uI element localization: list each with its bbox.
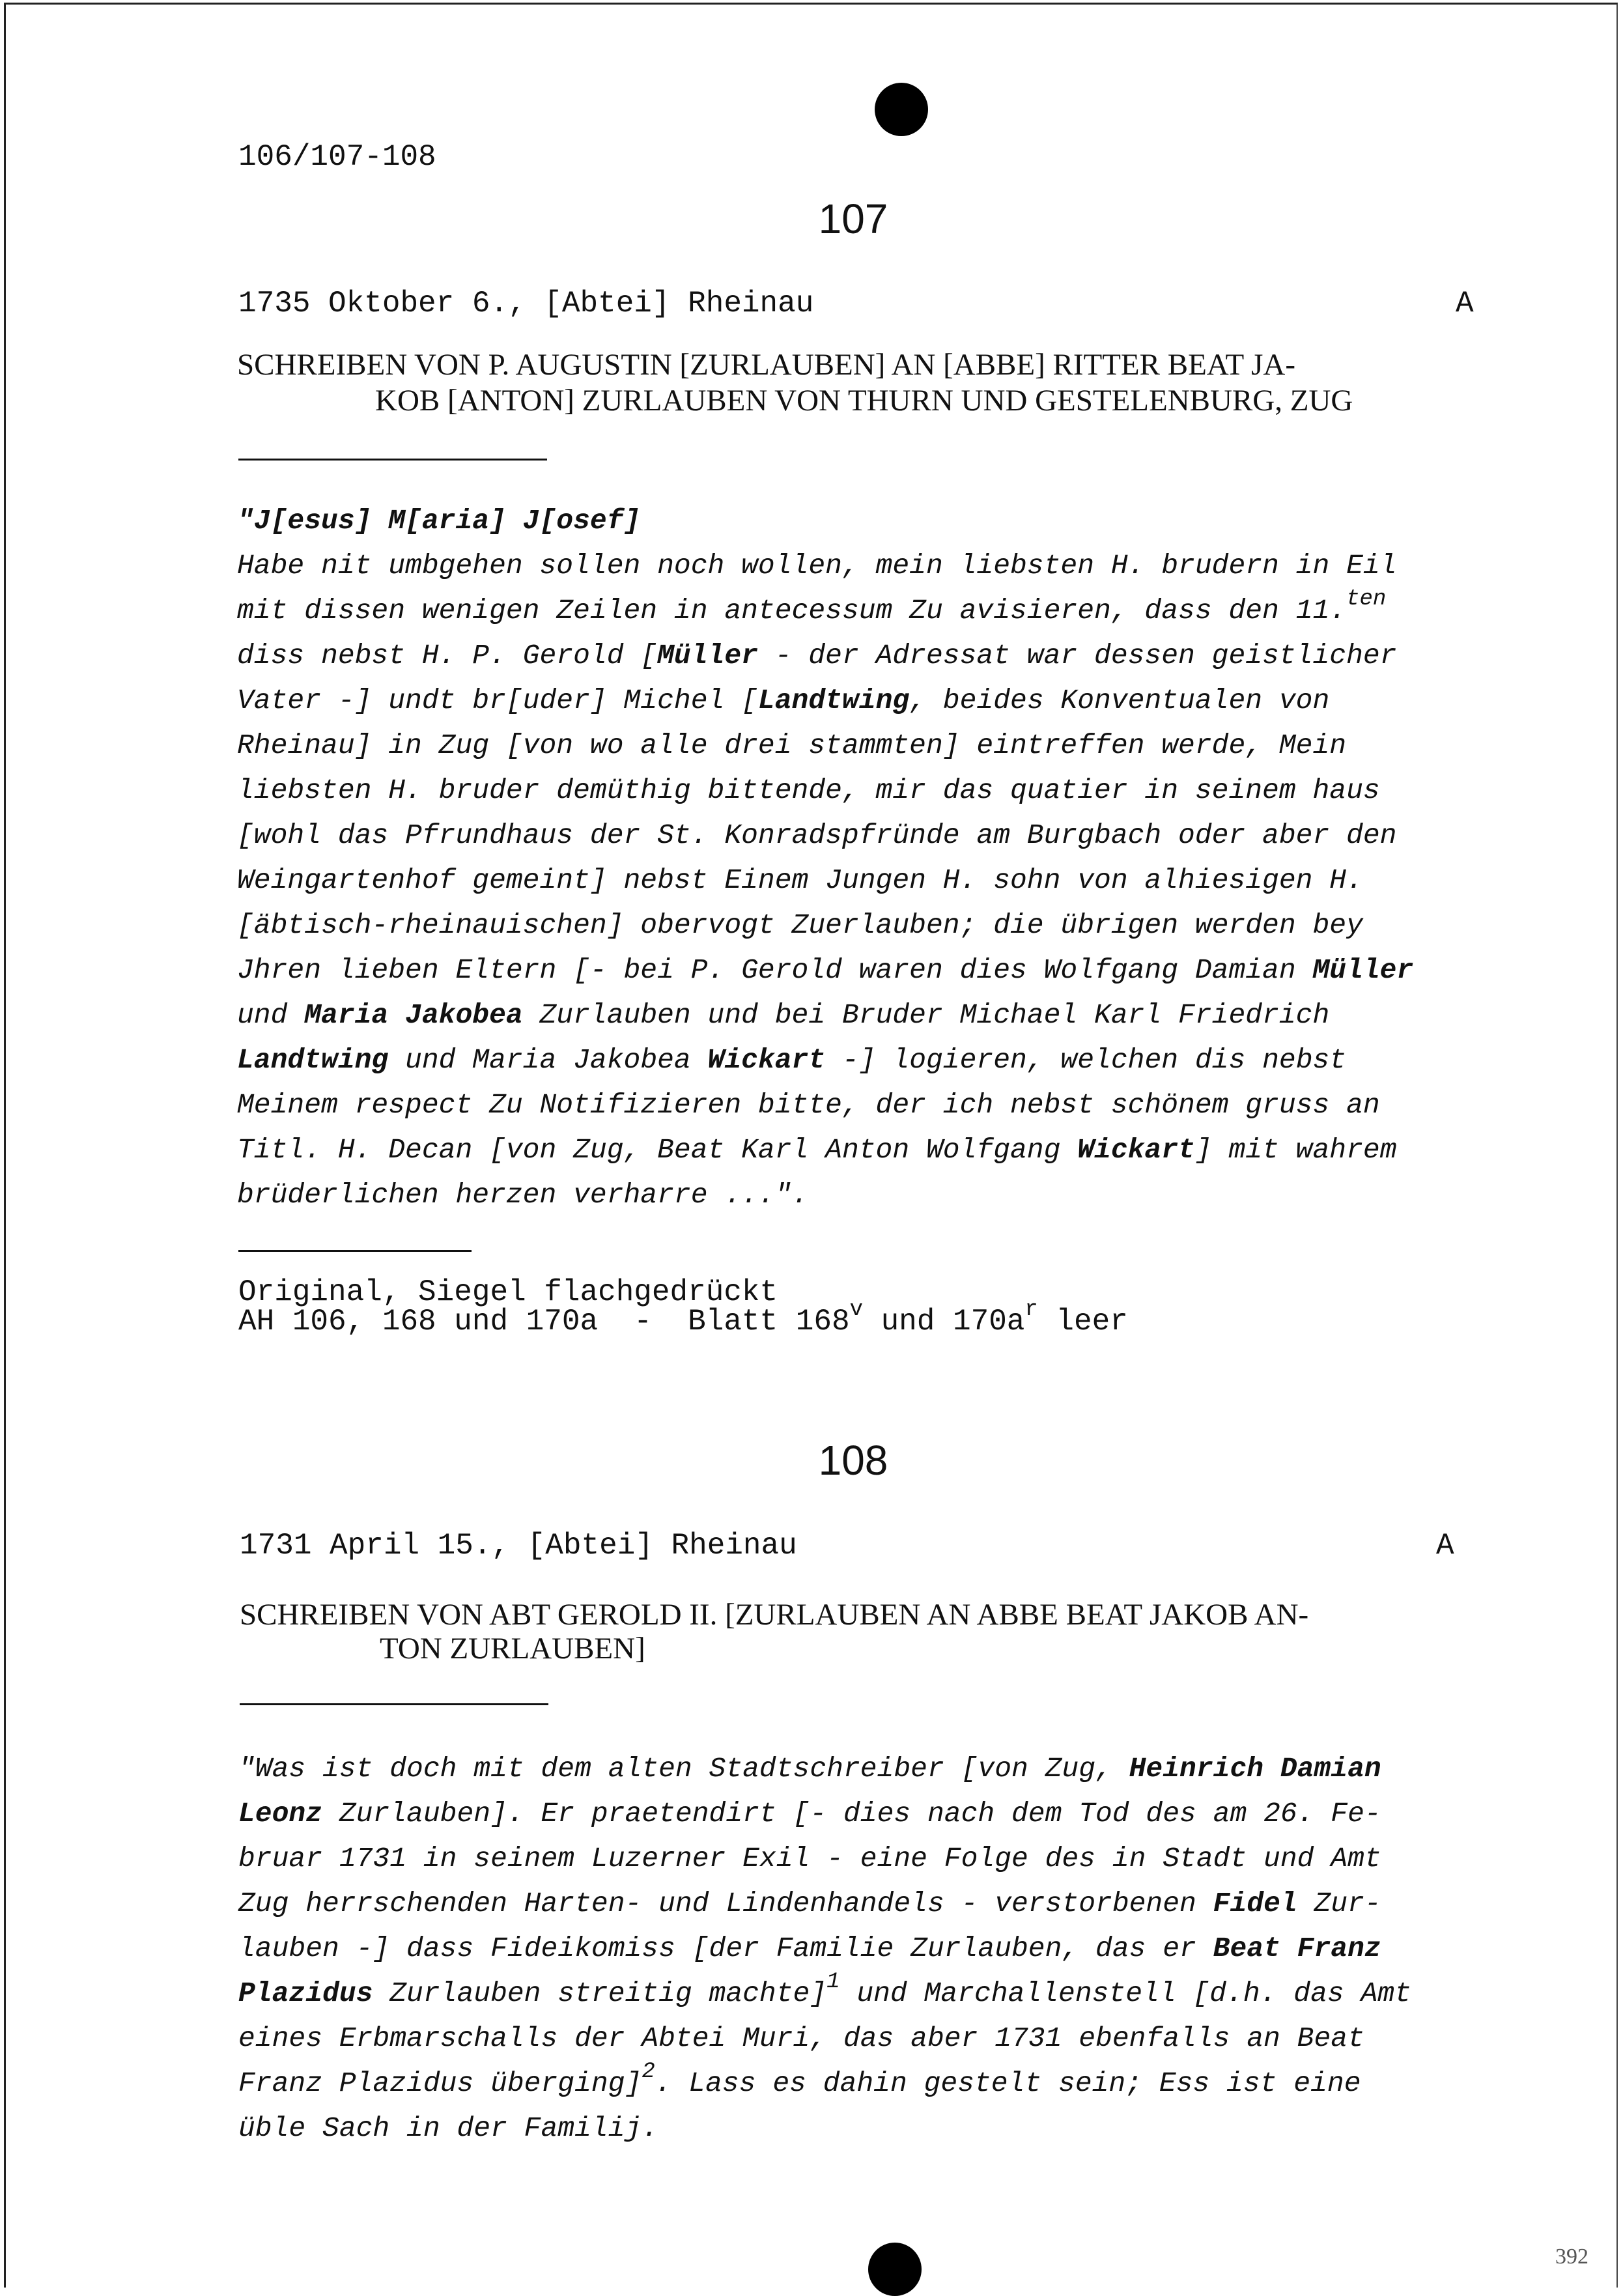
text-run: Franz Plazidus überging] bbox=[238, 2067, 642, 2099]
text-run: "Was ist doch mit dem alten Stadtschreiber [von Zug, bbox=[238, 1753, 1129, 1785]
entry-108-heading-line2: TON ZURLAUBEN] bbox=[380, 1632, 645, 1665]
text-run: lauben -] dass Fideikomiss [der Familie Zurlauben, das er bbox=[238, 1933, 1213, 1964]
text-run: Vater -] undt br[uder] Michel [ bbox=[237, 685, 758, 716]
body-line bbox=[238, 1791, 1541, 1836]
entry-107-note-rule bbox=[238, 1250, 472, 1252]
text-run: Weingartenhof gemeint] nebst Einem Jungen H. sohn von alhiesigen H. bbox=[237, 864, 1363, 896]
text-run: , beides Konventualen von bbox=[909, 685, 1330, 716]
entry-107-date: 1735 Oktober 6., [Abtei] Rheinau bbox=[238, 287, 814, 320]
footnote-ref: 1 bbox=[826, 1969, 840, 1994]
text-run: und bbox=[237, 999, 305, 1031]
body-line bbox=[237, 768, 1540, 813]
body-line bbox=[238, 2061, 1541, 2106]
text-run: bruar 1731 in seinem Luzerner Exil - eine Folge des in Stadt und Amt bbox=[238, 1843, 1381, 1875]
text-run: Habe nit umbgehen sollen noch wollen, mein liebsten H. brudern in Eil bbox=[237, 550, 1397, 582]
body-line bbox=[238, 1971, 1541, 2016]
body-line bbox=[237, 678, 1540, 723]
body-line bbox=[237, 948, 1540, 993]
text-run: mit dissen wenigen Zeilen in antecessum Zu avisieren, dass den 11. bbox=[237, 595, 1347, 627]
body-line bbox=[238, 1926, 1541, 1971]
body-line bbox=[237, 813, 1540, 858]
note-text-c: leer bbox=[1037, 1305, 1128, 1339]
note-sup-r: r bbox=[1024, 1297, 1038, 1322]
text-run: Zurlauben]. Er praetendirt [- dies nach dem Tod des am 26. Fe- bbox=[322, 1798, 1381, 1830]
bold-name: Wickart bbox=[707, 1044, 826, 1076]
body-line bbox=[237, 498, 1540, 543]
text-run: und Marchallenstell [d.h. das Amt bbox=[840, 1977, 1411, 2009]
entry-107-heading-line1: SCHREIBEN VON P. AUGUSTIN [ZURLAUBEN] AN [ABBE] RITTER BEAT JA- bbox=[237, 348, 1296, 382]
body-line bbox=[237, 993, 1540, 1038]
bold-name: "J[esus] M[aria] J[osef] bbox=[237, 505, 641, 537]
text-run: üble Sach in der Familij. bbox=[238, 2112, 659, 2144]
bold-name: Leonz bbox=[238, 1798, 323, 1830]
page-mark: 392 bbox=[1555, 2245, 1588, 2269]
text-run: . Lass es dahin gestelt sein; Ess ist eine bbox=[655, 2067, 1361, 2099]
body-line bbox=[237, 858, 1540, 903]
text-run: [wohl das Pfrundhaus der St. Konradspfründe am Burgbach oder aber den bbox=[237, 819, 1397, 851]
text-run: Rheinau] in Zug [von wo alle drei stammten] eintreffen werde, Mein bbox=[237, 730, 1347, 761]
body-line bbox=[238, 1881, 1541, 1926]
punch-hole-top bbox=[875, 83, 928, 136]
body-line bbox=[237, 1127, 1540, 1172]
text-run: ] mit wahrem bbox=[1194, 1134, 1397, 1166]
entry-107-marker: A bbox=[1456, 287, 1474, 320]
note-text-a: AH 106, 168 und 170a - Blatt 168 bbox=[238, 1305, 850, 1339]
entry-108-rule bbox=[240, 1703, 548, 1705]
entry-107-note-line1: Original, Siegel flachgedrückt bbox=[238, 1275, 778, 1309]
text-run: Zug herrschenden Harten- und Lindenhandels - verstorbenen bbox=[238, 1888, 1213, 1920]
text-run: [äbtisch-rheinauischen] obervogt Zuerlauben; die übrigen werden bey bbox=[237, 909, 1363, 941]
bold-name: Landtwing bbox=[757, 685, 910, 716]
text-run: und Maria Jakobea bbox=[388, 1044, 708, 1076]
text-run: brüderlichen herzen verharre ...". bbox=[237, 1179, 809, 1211]
text-run: Meinem respect Zu Notifizieren bitte, der ich nebst schönem gruss an bbox=[237, 1089, 1380, 1121]
body-line bbox=[237, 723, 1540, 768]
bold-name: Heinrich Damian bbox=[1129, 1753, 1381, 1785]
entry-107-heading-line2: KOB [ANTON] ZURLAUBEN VON THURN UND GESTELENBURG, ZUG bbox=[375, 384, 1353, 418]
text-run: -] logieren, welchen dis nebst bbox=[825, 1044, 1347, 1076]
text-run: diss nebst H. P. Gerold [ bbox=[237, 640, 658, 672]
body-line bbox=[237, 1172, 1540, 1217]
entry-108-date: 1731 April 15., [Abtei] Rheinau bbox=[240, 1529, 797, 1563]
text-run: liebsten H. bruder demüthig bittende, mir das quatier in seinem haus bbox=[237, 774, 1380, 806]
entry-107-rule bbox=[238, 459, 547, 461]
body-line bbox=[237, 633, 1540, 678]
body-line bbox=[237, 588, 1540, 633]
text-run: Jhren lieben Eltern [- bei P. Gerold waren dies Wolfgang Damian bbox=[237, 954, 1313, 986]
entry-108-marker: A bbox=[1436, 1529, 1454, 1563]
entry-108-heading-line1: SCHREIBEN VON ABT GEROLD II. [ZURLAUBEN AN ABBE BEAT JAKOB AN- bbox=[240, 1598, 1309, 1632]
body-line bbox=[237, 1083, 1540, 1127]
bold-name: Beat Franz bbox=[1213, 1933, 1381, 1964]
text-run: - der Adressat war dessen geistlicher bbox=[757, 640, 1397, 672]
entry-108-body bbox=[238, 1746, 1541, 2151]
punch-hole-bottom bbox=[868, 2243, 922, 2296]
bold-name: Fidel bbox=[1213, 1888, 1297, 1920]
body-line bbox=[238, 1836, 1541, 1881]
text-run: eines Erbmarschalls der Abtei Muri, das aber 1731 ebenfalls an Beat bbox=[238, 2022, 1364, 2054]
body-line bbox=[238, 2106, 1541, 2151]
body-line bbox=[238, 2016, 1541, 2061]
document-reference: 106/107-108 bbox=[238, 140, 436, 174]
bold-name: Müller bbox=[1312, 954, 1414, 986]
footnote-ref: ten bbox=[1346, 586, 1387, 612]
entry-number-107: 107 bbox=[818, 195, 888, 242]
note-text-b: und 170a bbox=[862, 1305, 1025, 1339]
text-run: Zurlauben streitig machte] bbox=[373, 1977, 827, 2009]
footnote-ref: 2 bbox=[642, 2059, 655, 2084]
text-run: Zurlauben und bei Bruder Michael Karl Friedrich bbox=[522, 999, 1330, 1031]
entry-number-108: 108 bbox=[818, 1437, 888, 1484]
body-line bbox=[237, 903, 1540, 948]
bold-name: Müller bbox=[657, 640, 758, 672]
bold-name: Maria Jakobea bbox=[304, 999, 523, 1031]
body-line bbox=[237, 1038, 1540, 1083]
bold-name: Plazidus bbox=[238, 1977, 373, 2009]
entry-107-note-line2 bbox=[238, 1297, 1128, 1339]
entry-107-body bbox=[237, 498, 1540, 1217]
text-run: Titl. H. Decan [von Zug, Beat Karl Anton Wolfgang bbox=[237, 1134, 1078, 1166]
body-line bbox=[237, 543, 1540, 588]
bold-name: Wickart bbox=[1077, 1134, 1195, 1166]
note-sup-v: v bbox=[849, 1297, 863, 1322]
bold-name: Landtwing bbox=[237, 1044, 389, 1076]
body-line bbox=[238, 1746, 1541, 1791]
text-run: Zur- bbox=[1297, 1888, 1381, 1920]
